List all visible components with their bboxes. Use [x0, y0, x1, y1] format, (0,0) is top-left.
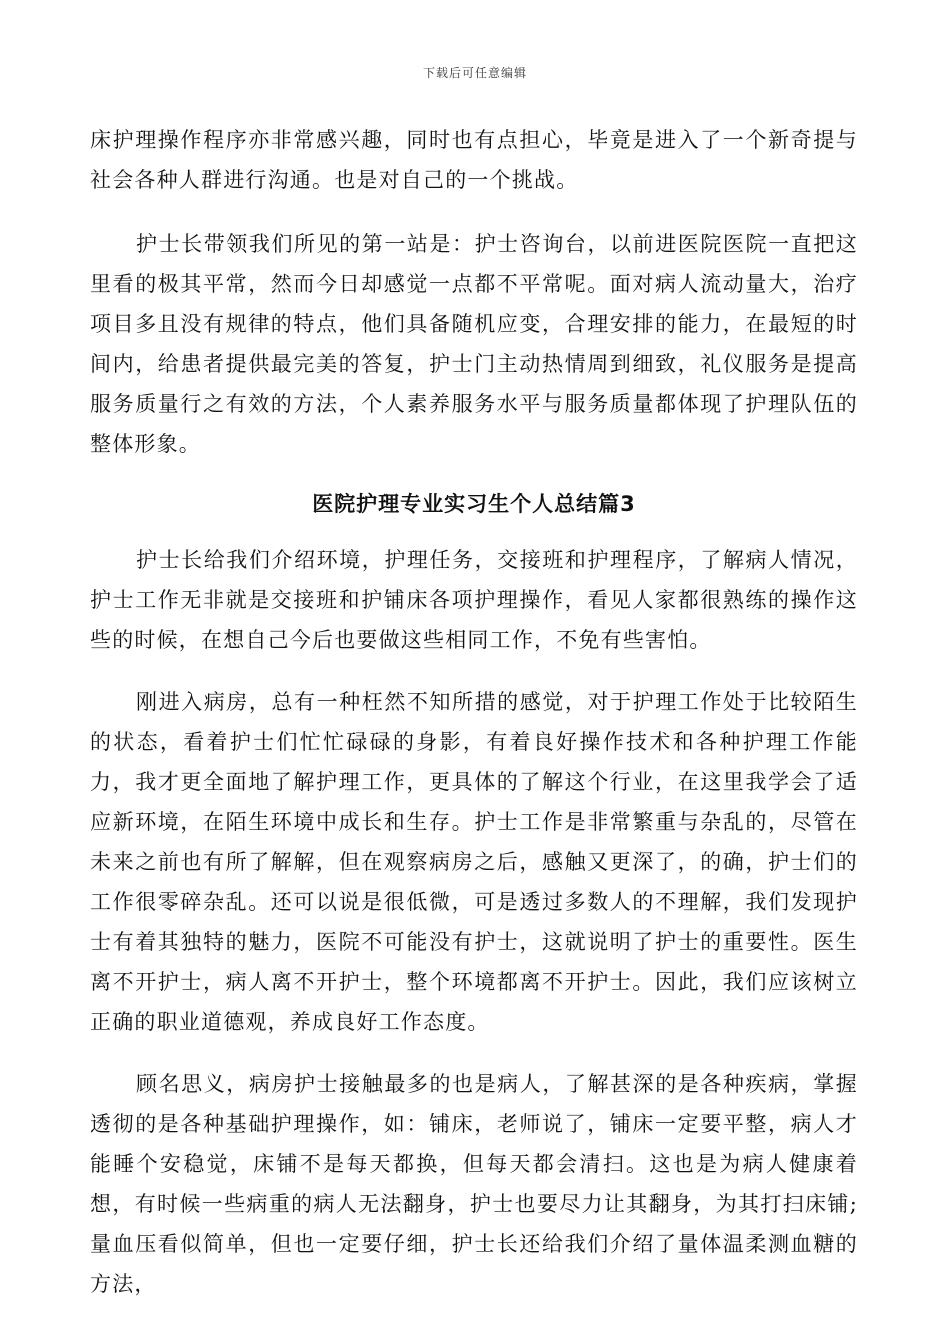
document-body — [90, 120, 858, 1326]
paragraph-consultation-desk: 护士长带领我们所见的第一站是：护士咨询台，以前进医院医院一直把这里看的极其平常，然而今日却感觉一点都不平常呢。面对病人流动量大，治疗项目多且没有规律的特点，他们具备随机应变，合理安排的能力，在最短的时间内，给患者提供最完美的答复，护士门主动热情周到细致，礼仪服务是提高服务质量行之有效的方法，个人素养服务水平与服务质量都体现了护理队伍的整体形象。 — [90, 232, 858, 456]
page-header: 下载后可任意编辑 — [422, 66, 527, 80]
section-title: 医院护理专业实习生个人总结篇3 — [312, 492, 636, 516]
paragraph-ward-nursing: 顾名思义，病房护士接触最多的也是病人，了解甚深的是各种疾病，掌握透彻的是各种基础护理操作，如：铺床，老师说了，铺床一定要平整，病人才能睡个安稳觉，床铺不是每天都换，但每天都会清扫。这也是为病人健康着想，有时候一些病重的病人无法翻身，护士也要尽力让其翻身，为其打扫床铺;量血压看似简单，但也一定要仔细，护士长还给我们介绍了量体温柔测血糖的方法， — [90, 1072, 858, 1296]
paragraph-continued: 床护理操作程序亦非常感兴趣，同时也有点担心，毕竟是进入了一个新奇提与社会各种人群进行沟通。也是对自己的一个挑战。 — [90, 128, 858, 192]
paragraph-introduction: 护士长给我们介绍环境，护理任务，交接班和护理程序，了解病人情况，护士工作无非就是交接班和护铺床各项护理操作，看见人家都很熟练的操作这些的时候，在想自己今后也要做这些相同工作，不免有些害怕。 — [90, 548, 858, 652]
paragraph-ward-experience: 刚进入病房，总有一种枉然不知所措的感觉，对于护理工作处于比较陌生的状态，看着护士们忙忙碌碌的身影，有着良好操作技术和各种护理工作能力，我才更全面地了解护理工作，更具体的了解这个行业，在这里我学会了适应新环境，在陌生环境中成长和生存。护士工作是非常繁重与杂乱的，尽管在未来之前也有所了解解，但在观察病房之后，感触又更深了，的确，护士们的工作很零碎杂乱。还可以说是很低微，可是透过多数人的不理解，我们发现护士有着其独特的魅力，医院不可能没有护士，这就说明了护士的重要性。医生离不开护士，病人离不开护士，整个环境都离不开护士。因此，我们应该树立正确的职业道德观，养成良好工作态度。 — [90, 690, 858, 1034]
